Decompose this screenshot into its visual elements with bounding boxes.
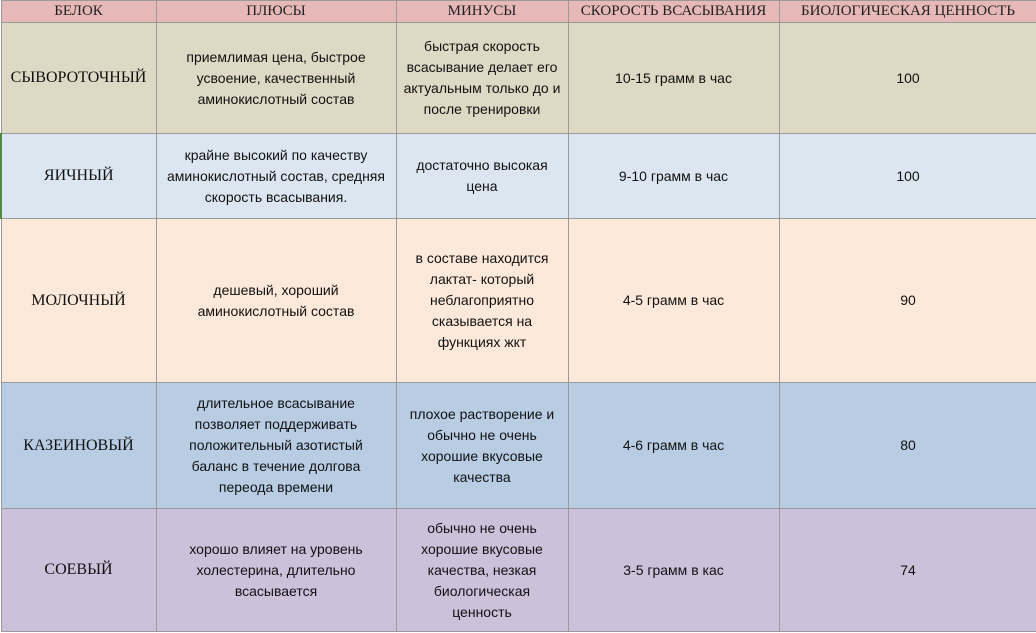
pros-cell: крайне высокий по качеству аминокислотный состав, средняя скорость всасывания. bbox=[156, 134, 396, 219]
header-cons: МИНУСЫ bbox=[396, 1, 568, 23]
header-protein: БЕЛОК bbox=[1, 1, 156, 23]
biological-value-cell: 80 bbox=[779, 383, 1036, 509]
absorption-speed-cell: 3-5 грамм в кас bbox=[568, 509, 779, 632]
table-row bbox=[1, 383, 1036, 509]
protein-name: МОЛОЧНЫЙ bbox=[1, 219, 156, 383]
protein-name: СОЕВЫЙ bbox=[1, 509, 156, 632]
header-pros: ПЛЮСЫ bbox=[156, 1, 396, 23]
header-absorption-speed: СКОРОСТЬ ВСАСЫВАНИЯ bbox=[568, 1, 779, 23]
table-row bbox=[1, 134, 1036, 219]
biological-value-cell: 100 bbox=[779, 23, 1036, 134]
protein-name: СЫВОРОТОЧНЫЙ bbox=[1, 23, 156, 134]
table-row bbox=[1, 509, 1036, 632]
absorption-speed-cell: 4-5 грамм в час bbox=[568, 219, 779, 383]
pros-cell: приемлимая цена, быстрое усвоение, качественный аминокислотный состав bbox=[156, 23, 396, 134]
pros-cell: дешевый, хороший аминокислотный состав bbox=[156, 219, 396, 383]
header-biological-value: БИОЛОГИЧЕСКАЯ ЦЕННОСТЬ bbox=[779, 1, 1036, 23]
cons-cell: плохое растворение и обычно не очень хорошие вкусовые качества bbox=[396, 383, 568, 509]
cons-cell: достаточно высокая цена bbox=[396, 134, 568, 219]
absorption-speed-cell: 9-10 грамм в час bbox=[568, 134, 779, 219]
absorption-speed-cell: 4-6 грамм в час bbox=[568, 383, 779, 509]
protein-name: КАЗЕИНОВЫЙ bbox=[1, 383, 156, 509]
table-row bbox=[1, 219, 1036, 383]
biological-value-cell: 100 bbox=[779, 134, 1036, 219]
absorption-speed-cell: 10-15 грамм в час bbox=[568, 23, 779, 134]
biological-value-cell: 90 bbox=[779, 219, 1036, 383]
header-row bbox=[1, 1, 1036, 23]
pros-cell: хорошо влияет на уровень холестерина, длительно всасывается bbox=[156, 509, 396, 632]
cons-cell: в составе находится лактат- который неблагоприятно сказывается на функциях жкт bbox=[396, 219, 568, 383]
protein-name: ЯИЧНЫЙ bbox=[1, 134, 156, 219]
pros-cell: длительное всасывание позволяет поддерживать положительный азотистый баланс в течение долгова переода времени bbox=[156, 383, 396, 509]
biological-value-cell: 74 bbox=[779, 509, 1036, 632]
table-row bbox=[1, 23, 1036, 134]
cons-cell: быстрая скорость всасывание делает его актуальным только до и после тренировки bbox=[396, 23, 568, 134]
cons-cell: обычно не очень хорошие вкусовые качества, незкая биологическая ценность bbox=[396, 509, 568, 632]
